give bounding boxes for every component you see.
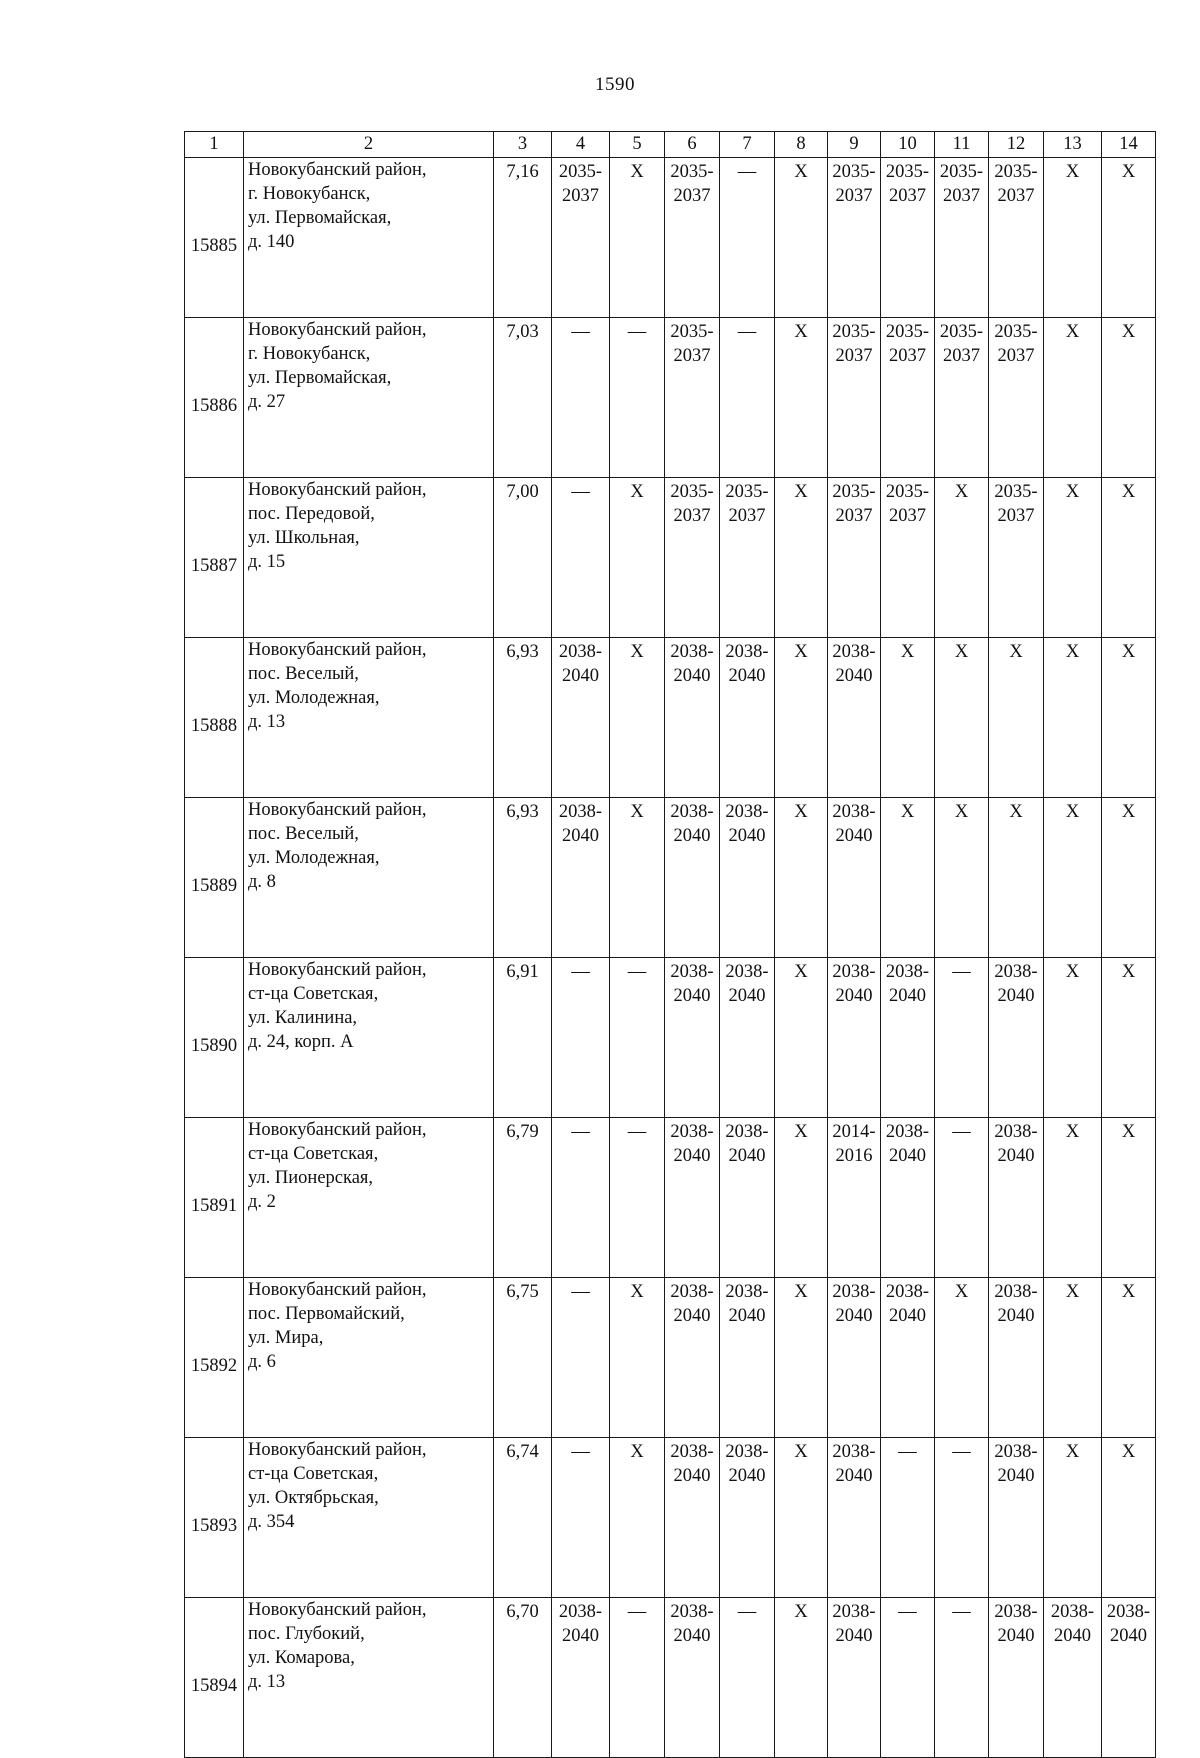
address-cell [244,1118,494,1278]
cell-col-14: X [1102,478,1156,638]
address-cell [244,478,494,638]
record-number: 15891 [185,1118,244,1278]
cell-col-13: X [1044,478,1102,638]
page-number: 1590 [595,74,635,95]
cell-col-10: X [881,638,935,798]
address-line: д. 27 [248,392,286,412]
column-header-3: 3 [494,132,552,158]
table-row [185,1598,1156,1758]
cell-col-14: X [1102,1118,1156,1278]
cell-col-7: — [720,318,775,478]
address-line: ул. Калинина, [248,1008,358,1028]
cell-col-11: — [935,958,989,1118]
cell-col-5: — [610,318,665,478]
cell-col-8: X [775,798,828,958]
column-header-12: 12 [989,132,1044,158]
address-line: ул. Первомайская, [248,368,392,388]
table-row [185,1278,1156,1438]
cell-col-6: 2038- 2040 [665,798,720,958]
cell-col-3: 6,93 [494,798,552,958]
address-line: Новокубанский район, [248,960,427,980]
cell-col-6: 2038- 2040 [665,1278,720,1438]
cell-col-14: X [1102,1438,1156,1598]
address-cell [244,798,494,958]
cell-col-13: X [1044,638,1102,798]
address-cell [244,318,494,478]
cell-col-13: X [1044,158,1102,318]
address-line: Новокубанский район, [248,1600,427,1620]
cell-col-4: 2038- 2040 [552,1598,610,1758]
cell-col-12: 2038- 2040 [989,1278,1044,1438]
address-line: пос. Веселый, [248,664,359,684]
cell-col-9: 2038- 2040 [828,1598,881,1758]
cell-col-5: X [610,1438,665,1598]
address-line: д. 140 [248,232,295,252]
cell-col-6: 2038- 2040 [665,638,720,798]
address-line: ул. Пионерская, [248,1168,374,1188]
cell-col-14: 2038- 2040 [1102,1598,1156,1758]
cell-col-7: 2038- 2040 [720,1278,775,1438]
record-number: 15892 [185,1278,244,1438]
address-line: Новокубанский район, [248,1440,427,1460]
cell-col-14: X [1102,158,1156,318]
table-row [185,798,1156,958]
table-row [185,958,1156,1118]
cell-col-4: — [552,1278,610,1438]
record-number: 15888 [185,638,244,798]
cell-col-4: — [552,318,610,478]
address-line: ул. Октябрьская, [248,1488,379,1508]
cell-col-12: 2038- 2040 [989,1438,1044,1598]
cell-col-5: — [610,1118,665,1278]
address-line: Новокубанский район, [248,1280,427,1300]
cell-col-12: 2038- 2040 [989,1118,1044,1278]
cell-col-9: 2014- 2016 [828,1118,881,1278]
cell-col-12: 2035- 2037 [989,478,1044,638]
cell-col-8: X [775,1438,828,1598]
cell-col-7: 2038- 2040 [720,798,775,958]
cell-col-4: 2038- 2040 [552,638,610,798]
cell-col-6: 2038- 2040 [665,958,720,1118]
address-line: Новокубанский район, [248,480,427,500]
address-line: пос. Глубокий, [248,1624,365,1644]
cell-col-4: 2035- 2037 [552,158,610,318]
cell-col-7: 2038- 2040 [720,638,775,798]
column-header-4: 4 [552,132,610,158]
address-line: г. Новокубанск, [248,184,371,204]
cell-col-14: X [1102,1278,1156,1438]
address-line: ул. Мира, [248,1328,324,1348]
address-cell [244,1438,494,1598]
cell-col-11: 2035- 2037 [935,318,989,478]
cell-col-14: X [1102,638,1156,798]
cell-col-10: 2038- 2040 [881,958,935,1118]
cell-col-12: 2035- 2037 [989,158,1044,318]
column-header-8: 8 [775,132,828,158]
cell-col-7: 2035- 2037 [720,478,775,638]
address-line: г. Новокубанск, [248,344,371,364]
address-cell [244,158,494,318]
cell-col-8: X [775,478,828,638]
table-row [185,1118,1156,1278]
cell-col-13: 2038- 2040 [1044,1598,1102,1758]
column-header-7: 7 [720,132,775,158]
cell-col-4: — [552,1438,610,1598]
address-line: Новокубанский район, [248,800,427,820]
cell-col-4: — [552,478,610,638]
address-line: д. 354 [248,1512,295,1532]
cell-col-8: X [775,1598,828,1758]
cell-col-10: — [881,1598,935,1758]
column-header-11: 11 [935,132,989,158]
cell-col-11: — [935,1438,989,1598]
address-line: д. 2 [248,1192,276,1212]
column-header-13: 13 [1044,132,1102,158]
record-number: 15886 [185,318,244,478]
cell-col-11: 2035- 2037 [935,158,989,318]
cell-col-10: 2038- 2040 [881,1278,935,1438]
cell-col-4: — [552,1118,610,1278]
cell-col-5: X [610,478,665,638]
table-row [185,318,1156,478]
cell-col-10: 2035- 2037 [881,158,935,318]
table-body [185,132,1156,1758]
column-header-5: 5 [610,132,665,158]
cell-col-9: 2035- 2037 [828,318,881,478]
cell-col-10: 2035- 2037 [881,478,935,638]
register-table [184,131,1156,1758]
address-cell [244,638,494,798]
address-line: Новокубанский район, [248,160,427,180]
cell-col-9: 2038- 2040 [828,798,881,958]
cell-col-5: X [610,158,665,318]
cell-col-9: 2038- 2040 [828,958,881,1118]
cell-col-11: X [935,1278,989,1438]
cell-col-11: X [935,478,989,638]
address-line: ул. Комарова, [248,1648,355,1668]
address-line: ул. Школьная, [248,528,360,548]
cell-col-7: 2038- 2040 [720,1118,775,1278]
address-line: д. 24, корп. А [248,1032,354,1052]
record-number: 15894 [185,1598,244,1758]
cell-col-3: 7,00 [494,478,552,638]
cell-col-9: 2035- 2037 [828,158,881,318]
record-number: 15889 [185,798,244,958]
column-header-6: 6 [665,132,720,158]
cell-col-13: X [1044,1438,1102,1598]
address-line: Новокубанский район, [248,320,427,340]
cell-col-12: X [989,638,1044,798]
address-line: пос. Первомайский, [248,1304,405,1324]
record-number: 15885 [185,158,244,318]
cell-col-3: 6,70 [494,1598,552,1758]
address-line: пос. Передовой, [248,504,375,524]
cell-col-9: 2038- 2040 [828,1438,881,1598]
record-number: 15887 [185,478,244,638]
cell-col-7: 2038- 2040 [720,1438,775,1598]
cell-col-6: 2035- 2037 [665,318,720,478]
cell-col-10: — [881,1438,935,1598]
cell-col-10: X [881,798,935,958]
table-row [185,1438,1156,1598]
cell-col-13: X [1044,958,1102,1118]
cell-col-8: X [775,318,828,478]
cell-col-9: 2038- 2040 [828,1278,881,1438]
address-line: Новокубанский район, [248,1120,427,1140]
header-row [185,132,1156,158]
cell-col-5: X [610,1278,665,1438]
cell-col-6: 2035- 2037 [665,158,720,318]
cell-col-4: — [552,958,610,1118]
cell-col-11: X [935,638,989,798]
address-line: д. 8 [248,872,276,892]
address-line: пос. Веселый, [248,824,359,844]
address-line: ул. Молодежная, [248,848,380,868]
address-line: д. 6 [248,1352,276,1372]
cell-col-5: X [610,638,665,798]
cell-col-4: 2038- 2040 [552,798,610,958]
cell-col-5: — [610,1598,665,1758]
cell-col-9: 2035- 2037 [828,478,881,638]
cell-col-11: — [935,1118,989,1278]
cell-col-3: 7,03 [494,318,552,478]
cell-col-14: X [1102,798,1156,958]
table-row [185,158,1156,318]
address-line: д. 15 [248,552,286,572]
address-line: Новокубанский район, [248,640,427,660]
address-cell [244,958,494,1118]
cell-col-8: X [775,958,828,1118]
cell-col-14: X [1102,318,1156,478]
address-line: ул. Первомайская, [248,208,392,228]
cell-col-5: — [610,958,665,1118]
address-line: ст-ца Советская, [248,1144,379,1164]
cell-col-7: — [720,158,775,318]
cell-col-3: 7,16 [494,158,552,318]
address-line: ст-ца Советская, [248,984,379,1004]
table-row [185,638,1156,798]
table-row [185,478,1156,638]
cell-col-8: X [775,1278,828,1438]
cell-col-7: 2038- 2040 [720,958,775,1118]
cell-col-10: 2035- 2037 [881,318,935,478]
address-line: ул. Молодежная, [248,688,380,708]
address-line: д. 13 [248,712,286,732]
cell-col-12: 2038- 2040 [989,1598,1044,1758]
cell-col-12: 2038- 2040 [989,958,1044,1118]
cell-col-3: 6,75 [494,1278,552,1438]
cell-col-3: 6,79 [494,1118,552,1278]
address-line: д. 13 [248,1672,286,1692]
address-cell [244,1598,494,1758]
address-line: ст-ца Советская, [248,1464,379,1484]
cell-col-6: 2038- 2040 [665,1438,720,1598]
cell-col-6: 2035- 2037 [665,478,720,638]
column-header-1: 1 [185,132,244,158]
cell-col-8: X [775,1118,828,1278]
cell-col-14: X [1102,958,1156,1118]
cell-col-9: 2038- 2040 [828,638,881,798]
column-header-10: 10 [881,132,935,158]
column-header-9: 9 [828,132,881,158]
cell-col-5: X [610,798,665,958]
cell-col-12: X [989,798,1044,958]
cell-col-12: 2035- 2037 [989,318,1044,478]
cell-col-3: 6,91 [494,958,552,1118]
cell-col-6: 2038- 2040 [665,1598,720,1758]
cell-col-11: — [935,1598,989,1758]
cell-col-3: 6,93 [494,638,552,798]
cell-col-3: 6,74 [494,1438,552,1598]
cell-col-13: X [1044,318,1102,478]
cell-col-7: — [720,1598,775,1758]
column-header-2: 2 [244,132,494,158]
cell-col-13: X [1044,798,1102,958]
cell-col-11: X [935,798,989,958]
column-header-14: 14 [1102,132,1156,158]
cell-col-8: X [775,158,828,318]
cell-col-8: X [775,638,828,798]
address-cell [244,1278,494,1438]
cell-col-13: X [1044,1278,1102,1438]
record-number: 15890 [185,958,244,1118]
cell-col-13: X [1044,1118,1102,1278]
record-number: 15893 [185,1438,244,1598]
cell-col-10: 2038- 2040 [881,1118,935,1278]
cell-col-6: 2038- 2040 [665,1118,720,1278]
